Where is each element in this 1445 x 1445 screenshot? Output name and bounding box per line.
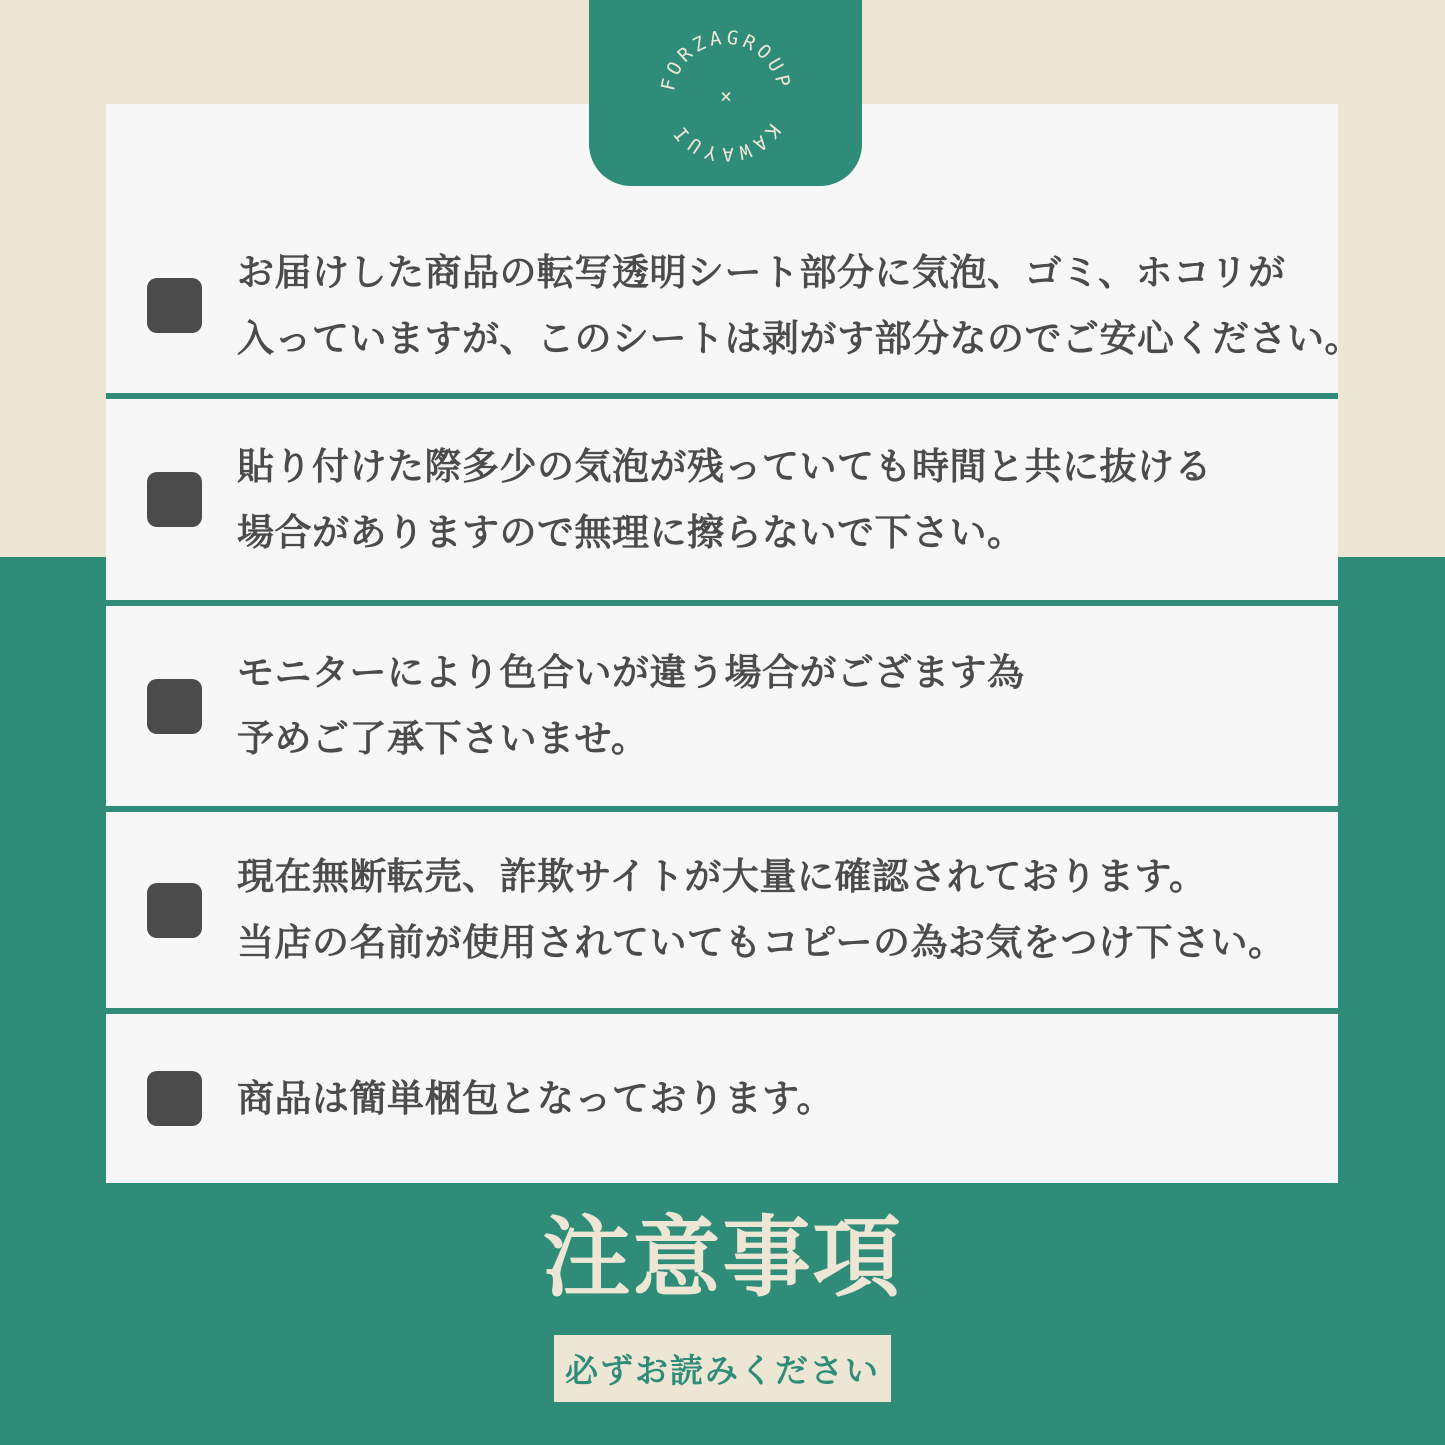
- notice-4-line-2: 当店の名前が使用されていてもコピーの為お気をつけ下さい。: [237, 922, 1286, 963]
- page-title: 注意事項: [542, 1208, 903, 1307]
- notice-3-line-1: モニターにより色合いが違う場合がござます為: [237, 652, 1025, 693]
- notice-text-4: [237, 844, 1286, 976]
- notice-3-line-2: 予めご了承下さいませ。: [237, 718, 649, 759]
- checkbox-icon: [147, 278, 202, 333]
- brand-name-bottom: KAWAYUI: [667, 119, 785, 165]
- notice-5-line-1: 商品は簡単梱包となっております。: [237, 1077, 835, 1119]
- checkbox-icon: [147, 1071, 202, 1126]
- brand-name-top: FORZAGROUP: [657, 26, 795, 93]
- notice-row-5: [106, 1008, 1338, 1183]
- must-read-button-label: 必ずお読みください: [565, 1352, 880, 1389]
- notice-1-line-2: 入っていますが、このシートは剥がす部分なのでご安心ください。: [237, 317, 1362, 359]
- notice-text-3: [237, 640, 1025, 772]
- brand-separator-x-icon: ×: [719, 84, 733, 108]
- brand-badge: [589, 0, 862, 186]
- notice-2-line-1: 貼り付けた際多少の気泡が残っていても時間と共に抜ける: [237, 445, 1212, 487]
- brand-ring-logo: [589, 0, 862, 186]
- notice-text-1: [237, 240, 1362, 372]
- checkbox-icon: [147, 883, 202, 938]
- notice-2-line-2: 場合がありますので無理に擦らないで下さい。: [237, 511, 1025, 553]
- checkbox-icon: [147, 679, 202, 734]
- notice-row-3: [106, 600, 1338, 806]
- notice-row-4: [106, 806, 1338, 1008]
- notice-row-2: [106, 393, 1338, 600]
- svg-text:FORZAGROUP: [657, 27, 795, 93]
- notice-1-line-1: お届けした商品の転写透明シート部分に気泡、ゴミ、ホコリが: [237, 251, 1286, 293]
- notice-text-5: [237, 1066, 834, 1132]
- notice-4-line-1: 現在無断転売、詐欺サイトが大量に確認されております。: [237, 856, 1207, 897]
- notice-card-column: [106, 104, 1362, 1183]
- notice-text-2: [237, 434, 1212, 566]
- must-read-button: [554, 1335, 891, 1402]
- checkbox-icon: [147, 472, 202, 527]
- svg-text:KAWAYUI: [667, 119, 784, 165]
